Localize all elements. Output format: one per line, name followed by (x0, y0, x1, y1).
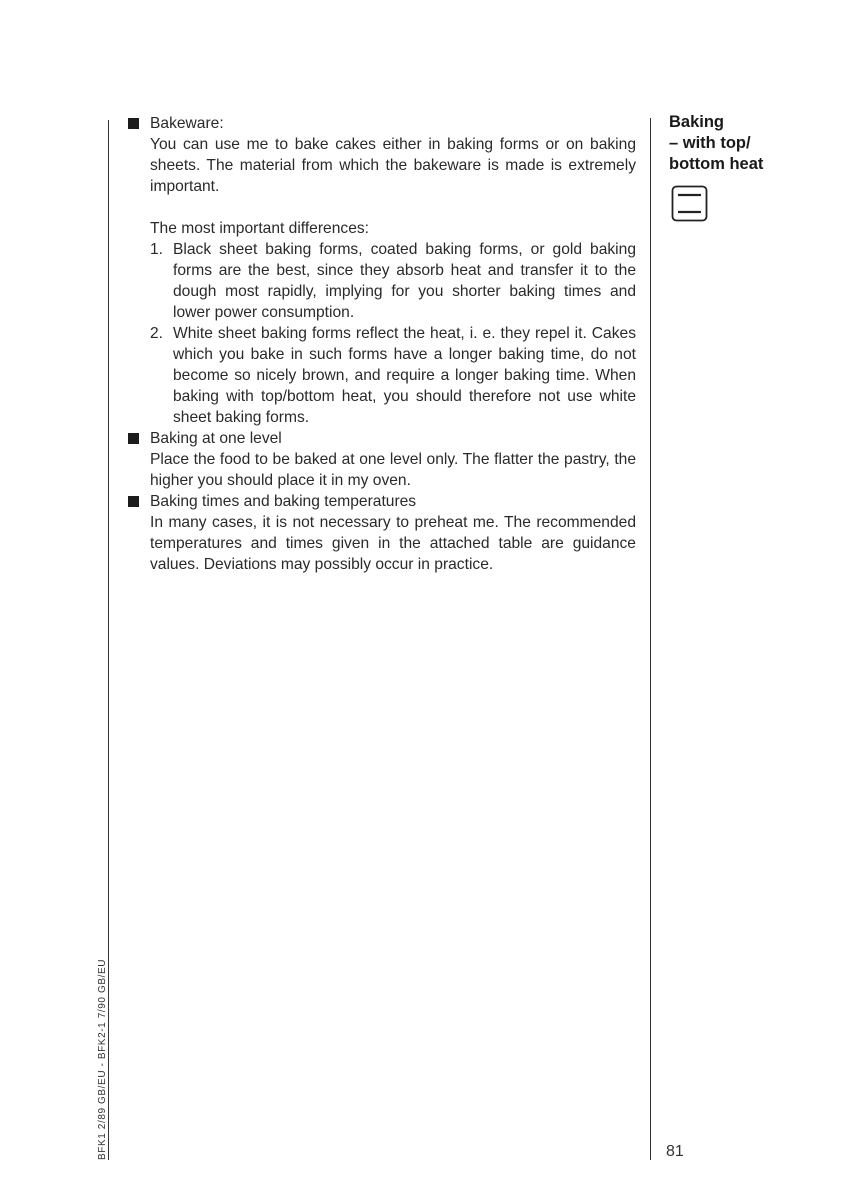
bakeware-intro: You can use me to bake cakes either in baking forms or on baking sheets. The material from which the bakeware is made is extremely important. (150, 136, 636, 195)
list-item (150, 323, 636, 428)
side-heading-line-3: bottom heat (669, 155, 764, 173)
side-heading (669, 112, 819, 175)
left-margin-rule (108, 120, 109, 1160)
square-bullet-icon (128, 433, 139, 444)
page-number: 81 (666, 1143, 684, 1160)
differences-heading: The most important differences: (150, 220, 369, 237)
one-level-heading: Baking at one level (150, 430, 282, 447)
side-heading-line-2: – with top/ (669, 134, 751, 152)
bakeware-heading: Bakeware: (150, 115, 224, 132)
section-baking-times (128, 491, 636, 575)
one-level-text: Place the food to be baked at one level only. The flatter the pastry, the higher you should place it in my oven. (150, 451, 636, 489)
list-item-text: Black sheet baking forms, coated baking forms, or gold baking forms are the best, since they absorb heat and transfer it to the dough most rapidly, implying for you shorter baking times and lower power consumption. (173, 241, 636, 321)
right-margin-rule (650, 118, 651, 1160)
baking-times-heading: Baking times and baking temperatures (150, 493, 417, 510)
main-text-column (128, 113, 636, 575)
square-bullet-icon (128, 496, 139, 507)
list-item (150, 239, 636, 323)
section-bakeware (128, 113, 636, 428)
list-item-number: 1. (150, 241, 164, 258)
oven-top-bottom-heat-icon (671, 185, 709, 223)
differences-list (150, 239, 636, 428)
side-heading-line-1: Baking (669, 113, 725, 131)
list-item-text: White sheet baking forms reflect the heat, i. e. they repel it. Cakes which you bake in such forms have a longer baking time, do not become so nicely brown, and require a longer baking time. When baking with top/bottom heat, you should therefore not use white sheet baking forms. (173, 325, 636, 426)
section-one-level (128, 428, 636, 491)
list-item-number: 2. (150, 325, 164, 342)
square-bullet-icon (128, 118, 139, 129)
footer-code: BFK1 2/89 GB/EU - BFK2-1 7/90 GB/EU (97, 958, 108, 1160)
baking-times-text: In many cases, it is not necessary to preheat me. The recommended temperatures and times given in the attached table are guidance values. Deviations may possibly occur in practice. (150, 514, 636, 573)
